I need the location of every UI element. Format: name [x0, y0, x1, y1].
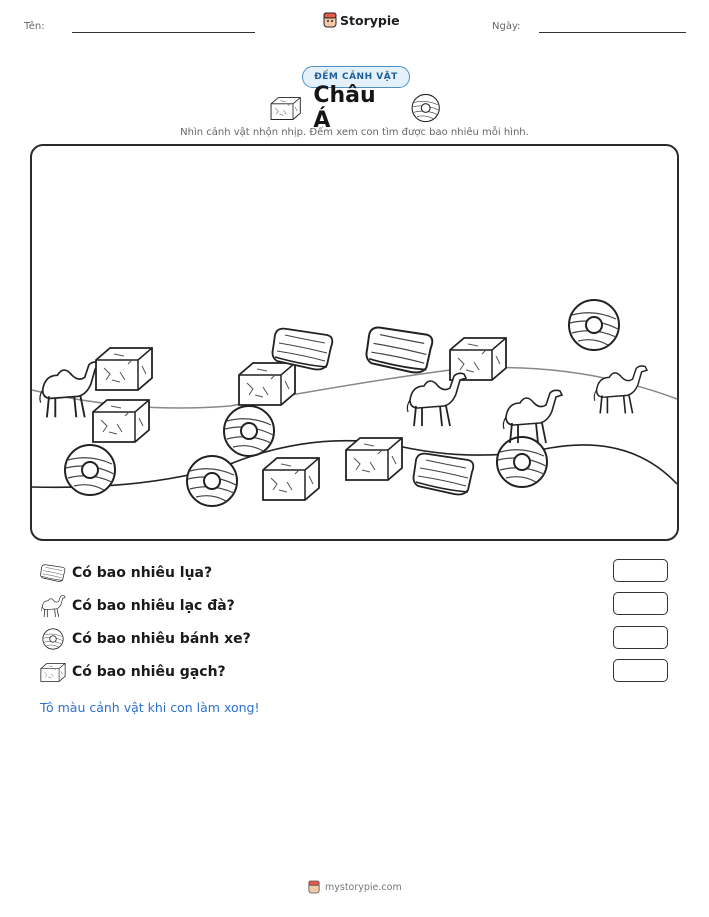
question-text: Có bao nhiêu lụa?: [72, 565, 213, 581]
wheel-2: [224, 406, 274, 456]
brand-logo: [323, 12, 400, 28]
title-row: [270, 83, 440, 133]
answer-box-brick[interactable]: [613, 659, 668, 682]
question-text: Có bao nhiêu lạc đà?: [72, 598, 235, 614]
wheel-4: [569, 300, 619, 350]
coloring-note: Tô màu cảnh vật khi con làm xong!: [40, 700, 260, 715]
brick-6: [346, 438, 402, 480]
scene-illustration: [30, 144, 679, 541]
question-wheel: [40, 627, 251, 651]
brick-2: [93, 400, 149, 442]
storypie-mascot-icon: [308, 880, 320, 894]
instructions: Nhìn cảnh vật nhộn nhịp. Đếm xem con tìm được bao nhiêu mỗi hình.: [180, 127, 529, 138]
question-silk: [40, 561, 212, 585]
wheel-1: [65, 445, 115, 495]
silk-icon: [40, 562, 66, 584]
answer-box-camel[interactable]: [613, 592, 668, 615]
camel-icon: [40, 594, 66, 618]
site-url[interactable]: mystorypie.com: [325, 881, 402, 893]
date-label: Ngày:: [492, 21, 521, 32]
site-footer: [308, 880, 402, 894]
activity-badge: ĐẾM CẢNH VẬT: [302, 66, 410, 88]
wheel-icon: [411, 93, 440, 123]
wheel-5: [497, 437, 547, 487]
name-input-line[interactable]: [72, 32, 255, 33]
camel-2: [407, 373, 466, 426]
question-camel: [40, 594, 235, 618]
brand-name: Storypie: [340, 12, 400, 28]
silk-2: [366, 328, 432, 373]
date-input-line[interactable]: [539, 32, 686, 33]
brick-icon: [40, 661, 66, 683]
camel-3: [594, 366, 647, 413]
answer-box-silk[interactable]: [613, 559, 668, 582]
page-title: Châu Á: [313, 83, 376, 133]
brick-1: [96, 348, 152, 390]
wheel-3: [187, 456, 237, 506]
camel-1: [40, 362, 102, 417]
camel-4: [503, 390, 562, 443]
question-text: Có bao nhiêu bánh xe?: [72, 631, 251, 647]
counting-scene: [30, 144, 679, 541]
brick-icon: [270, 95, 301, 121]
answer-box-wheel[interactable]: [613, 626, 668, 649]
wheel-icon: [40, 628, 66, 650]
question-text: Có bao nhiêu gạch?: [72, 664, 226, 680]
silk-3: [414, 454, 474, 495]
storypie-mascot-icon: [323, 12, 337, 28]
brick-3: [239, 363, 295, 405]
brick-4: [263, 458, 319, 500]
name-label: Tên:: [24, 21, 45, 32]
question-brick: [40, 660, 226, 684]
